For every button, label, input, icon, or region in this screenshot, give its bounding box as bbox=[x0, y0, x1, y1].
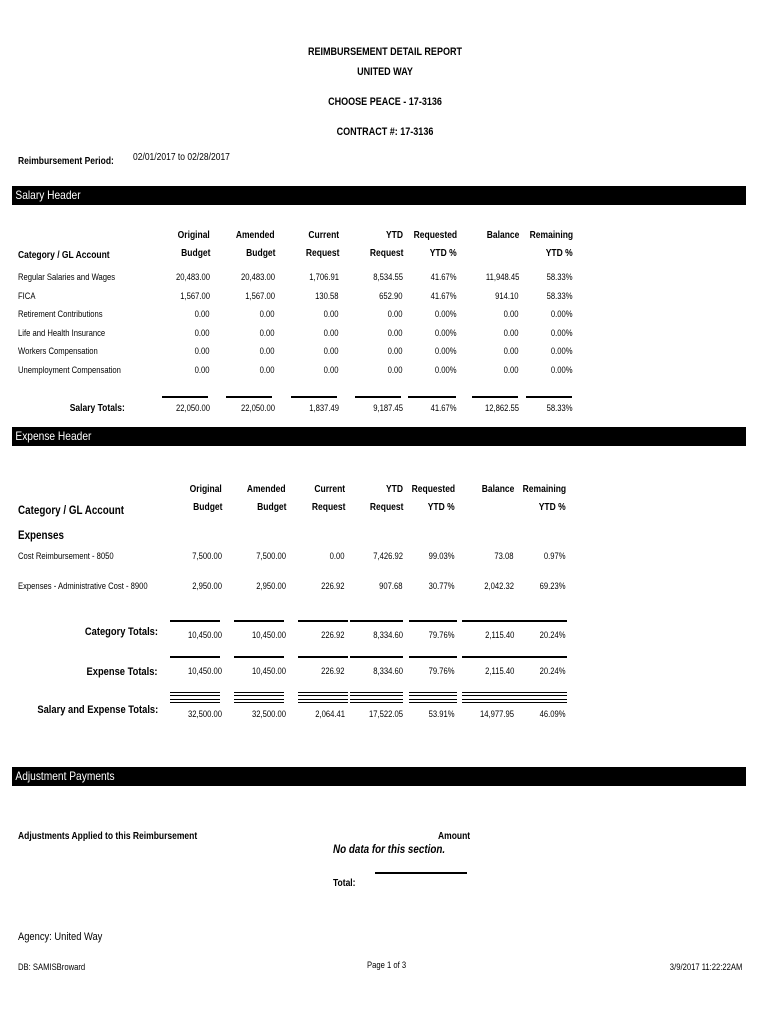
row-category: Retirement Contributions bbox=[18, 309, 103, 319]
cell-current: 0.00 bbox=[324, 364, 339, 375]
col-current-2: Request bbox=[305, 248, 339, 259]
exp-col-remaining-2: YTD % bbox=[539, 502, 566, 513]
footer-timestamp: 3/9/2017 11:22:22AM bbox=[669, 962, 742, 972]
report-title: REIMBURSEMENT DETAIL REPORT bbox=[307, 46, 463, 58]
col-category: Category / GL Account bbox=[18, 250, 110, 261]
col-requested-2: YTD % bbox=[430, 248, 457, 259]
adjustment-total-label: Total: bbox=[333, 878, 356, 889]
cell-remaining: 58.33% bbox=[547, 272, 573, 282]
cell-amended: 0.00 bbox=[260, 364, 275, 375]
salary-header-bar bbox=[12, 186, 746, 205]
cell-amended: 1,567.00 bbox=[245, 290, 275, 301]
cell-requested: 30.77% bbox=[429, 581, 455, 591]
cell-ytd: 0.00 bbox=[388, 309, 403, 319]
cell-original: 0.00 bbox=[195, 327, 210, 338]
period-value: 02/01/2017 to 02/28/2017 bbox=[133, 152, 230, 163]
grand_totals-original: 32,500.00 bbox=[187, 709, 222, 719]
cell-ytd: 0.00 bbox=[388, 327, 403, 338]
total-requested: 41.67% bbox=[431, 403, 457, 413]
period-label: Reimbursement Period: bbox=[18, 156, 114, 167]
cell-balance: 11,948.45 bbox=[485, 272, 519, 282]
cell-remaining: 0.00% bbox=[551, 327, 573, 338]
footer-page: Page 1 of 3 bbox=[367, 960, 407, 970]
expense_totals-balance: 2,115.40 bbox=[484, 666, 514, 676]
expense_totals-remaining: 20.24% bbox=[540, 666, 566, 676]
cell-requested: 99.03% bbox=[429, 551, 455, 561]
cell-amended: 2,950.00 bbox=[256, 581, 286, 591]
expense-header-bar bbox=[12, 427, 746, 446]
cell-ytd: 907.68 bbox=[379, 581, 403, 591]
exp-col-current-2: Request bbox=[311, 502, 345, 513]
grand_totals-remaining: 46.09% bbox=[540, 709, 566, 719]
expense_totals-ytd: 8,334.60 bbox=[373, 666, 403, 676]
cell-current: 0.00 bbox=[324, 346, 339, 356]
exp-col-balance-1: Balance bbox=[481, 484, 514, 495]
cell-current: 1,706.91 bbox=[309, 272, 339, 282]
expense_totals-current: 226.92 bbox=[321, 666, 345, 676]
cell-current: 130.58 bbox=[315, 290, 339, 301]
col-balance-1: Balance bbox=[486, 230, 519, 241]
cell-current: 0.00 bbox=[330, 551, 345, 561]
cell-ytd: 0.00 bbox=[388, 364, 403, 375]
cell-remaining: 58.33% bbox=[547, 290, 573, 301]
report-program: CHOOSE PEACE - 17-3136 bbox=[328, 96, 442, 108]
report-contract: CONTRACT #: 17-3136 bbox=[336, 126, 434, 138]
row-category: Regular Salaries and Wages bbox=[18, 272, 116, 282]
cell-balance: 0.00 bbox=[504, 364, 519, 375]
exp-col-remaining-1: Remaining bbox=[522, 484, 566, 495]
cell-original: 0.00 bbox=[195, 346, 210, 356]
col-current-1: Current bbox=[308, 230, 339, 241]
col-ytd-1: YTD bbox=[386, 230, 403, 241]
grand_totals-label: Salary and Expense Totals: bbox=[37, 704, 158, 716]
total-remaining: 58.33% bbox=[547, 403, 573, 413]
row-category: Unemployment Compensation bbox=[18, 364, 121, 375]
expense-header-label: Expense Header bbox=[15, 429, 92, 443]
cell-current: 0.00 bbox=[324, 309, 339, 319]
cell-original: 0.00 bbox=[195, 364, 210, 375]
category_totals-current: 226.92 bbox=[321, 630, 345, 640]
cell-remaining: 0.00% bbox=[551, 309, 573, 319]
cell-ytd: 7,426.92 bbox=[373, 551, 403, 561]
cell-original: 7,500.00 bbox=[192, 551, 222, 561]
exp-col-ytd-2: Request bbox=[369, 502, 403, 513]
exp-col-amended-2: Budget bbox=[256, 502, 286, 513]
grand_totals-amended: 32,500.00 bbox=[251, 709, 286, 719]
cell-remaining: 0.97% bbox=[544, 551, 566, 561]
row-category: FICA bbox=[18, 290, 36, 301]
cell-requested: 0.00% bbox=[435, 364, 457, 375]
cell-requested: 0.00% bbox=[435, 327, 457, 338]
col-remaining-1: Remaining bbox=[529, 230, 573, 241]
cell-balance: 0.00 bbox=[504, 327, 519, 338]
exp-col-amended-1: Amended bbox=[247, 484, 286, 495]
cell-current: 226.92 bbox=[321, 581, 345, 591]
category_totals-ytd: 8,334.60 bbox=[373, 630, 403, 640]
cell-amended: 0.00 bbox=[260, 309, 275, 319]
exp-col-requested-2: YTD % bbox=[428, 502, 455, 513]
col-original-1: Original bbox=[177, 230, 210, 241]
adjustments-applied-label: Adjustments Applied to this Reimbursement bbox=[18, 831, 198, 842]
grand_totals-ytd: 17,522.05 bbox=[368, 709, 403, 719]
col-remaining-2: YTD % bbox=[546, 248, 573, 259]
adjustment-header-bar bbox=[12, 767, 746, 786]
cell-amended: 0.00 bbox=[260, 346, 275, 356]
cell-original: 2,950.00 bbox=[192, 581, 222, 591]
footer-db: DB: SAMISBroward bbox=[18, 962, 86, 972]
grand_totals-requested: 53.91% bbox=[429, 709, 455, 719]
category_totals-balance: 2,115.40 bbox=[484, 630, 514, 640]
category_totals-label: Category Totals: bbox=[84, 626, 158, 638]
exp-col-original-1: Original bbox=[189, 484, 222, 495]
cell-remaining: 69.23% bbox=[540, 581, 566, 591]
cell-balance: 73.08 bbox=[494, 551, 514, 561]
cell-original: 0.00 bbox=[195, 309, 210, 319]
cell-amended: 7,500.00 bbox=[256, 551, 286, 561]
row-category: Workers Compensation bbox=[18, 346, 98, 356]
category_totals-amended: 10,450.00 bbox=[251, 630, 286, 640]
total-balance: 12,862.55 bbox=[484, 403, 519, 413]
cell-amended: 20,483.00 bbox=[240, 272, 275, 282]
no-data-message: No data for this section. bbox=[333, 842, 446, 856]
cell-requested: 41.67% bbox=[431, 272, 457, 282]
amount-label: Amount bbox=[438, 831, 471, 842]
cell-ytd: 0.00 bbox=[388, 346, 403, 356]
col-original-2: Budget bbox=[180, 248, 210, 259]
col-ytd-2: Request bbox=[369, 248, 403, 259]
category_totals-requested: 79.76% bbox=[429, 630, 455, 640]
col-amended-2: Budget bbox=[245, 248, 275, 259]
salary-totals-label: Salary Totals: bbox=[69, 403, 125, 414]
col-amended-1: Amended bbox=[236, 230, 275, 241]
exp-col-current-1: Current bbox=[314, 484, 345, 495]
cell-amended: 0.00 bbox=[260, 327, 275, 338]
total-ytd: 9,187.45 bbox=[373, 403, 403, 413]
adjustment-header-label: Adjustment Payments bbox=[15, 769, 115, 783]
salary-header-label: Salary Header bbox=[15, 188, 81, 202]
exp-col-original-2: Budget bbox=[192, 502, 222, 513]
footer-agency: Agency: United Way bbox=[18, 931, 103, 943]
cell-requested: 0.00% bbox=[435, 346, 457, 356]
grand_totals-balance: 14,977.95 bbox=[479, 709, 514, 719]
row-category: Expenses - Administrative Cost - 8900 bbox=[18, 581, 148, 591]
cell-ytd: 652.90 bbox=[379, 290, 403, 301]
cell-balance: 2,042.32 bbox=[484, 581, 514, 591]
grand_totals-current: 2,064.41 bbox=[315, 709, 345, 719]
cell-remaining: 0.00% bbox=[551, 364, 573, 375]
category_totals-remaining: 20.24% bbox=[540, 630, 566, 640]
exp-col-ytd-1: YTD bbox=[386, 484, 403, 495]
total-current: 1,837.49 bbox=[309, 403, 339, 413]
expense_totals-amended: 10,450.00 bbox=[251, 666, 286, 676]
row-category: Life and Health Insurance bbox=[18, 327, 106, 338]
cell-original: 20,483.00 bbox=[175, 272, 210, 282]
cell-requested: 0.00% bbox=[435, 309, 457, 319]
cell-requested: 41.67% bbox=[431, 290, 457, 301]
cell-original: 1,567.00 bbox=[180, 290, 210, 301]
exp-col-requested-1: Requested bbox=[411, 484, 455, 495]
expense_totals-requested: 79.76% bbox=[429, 666, 455, 676]
expense_totals-original: 10,450.00 bbox=[187, 666, 222, 676]
cell-current: 0.00 bbox=[324, 327, 339, 338]
col-requested-1: Requested bbox=[413, 230, 457, 241]
exp-col-category: Category / GL Account bbox=[18, 503, 125, 517]
category_totals-original: 10,450.00 bbox=[187, 630, 222, 640]
expenses-section-label: Expenses bbox=[18, 528, 64, 542]
cell-ytd: 8,534.55 bbox=[373, 272, 403, 282]
cell-balance: 0.00 bbox=[504, 346, 519, 356]
cell-remaining: 0.00% bbox=[551, 346, 573, 356]
cell-balance: 0.00 bbox=[504, 309, 519, 319]
total-original: 22,050.00 bbox=[175, 403, 210, 413]
cell-balance: 914.10 bbox=[495, 290, 519, 301]
row-category: Cost Reimbursement - 8050 bbox=[18, 551, 114, 561]
total-amended: 22,050.00 bbox=[240, 403, 275, 413]
expense_totals-label: Expense Totals: bbox=[86, 666, 158, 678]
report-agency-title: UNITED WAY bbox=[357, 66, 413, 78]
